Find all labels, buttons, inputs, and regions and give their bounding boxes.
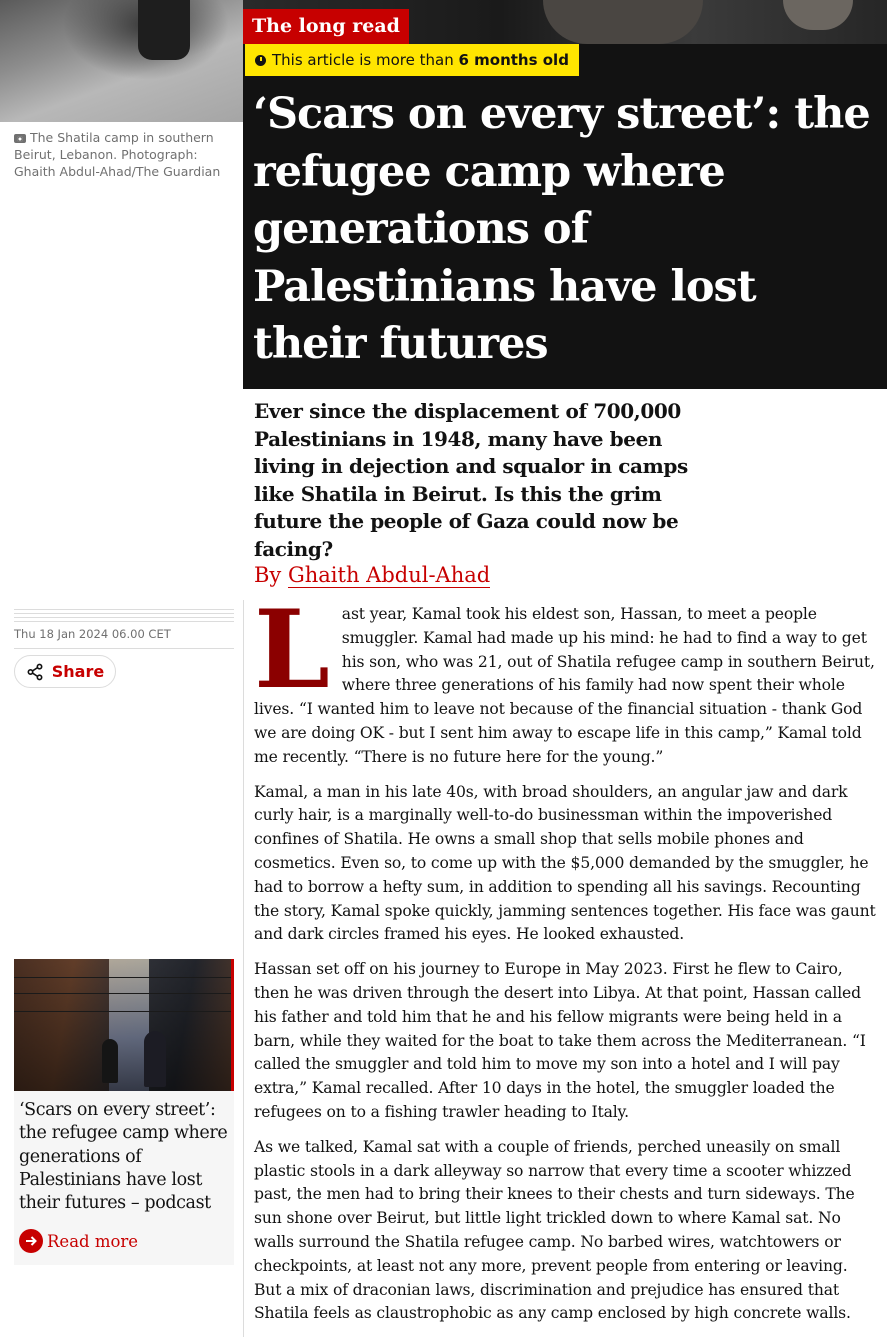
photo-caption: The Shatila camp in southern Beirut, Lebanon. Photograph: Ghaith Abdul-Ahad/The Guardian	[14, 130, 221, 179]
body-paragraph: As we talked, Kamal sat with a couple of friends, perched uneasily on small plastic stools in a dark alleyway so narrow that every time a scooter whizzed past, the men had to bring their knees to their chests and turn sideways. The sun shone over Beirut, but little light trickled down to where Kamal sat. No walls surround the Shatila refugee camp. No barbed wires, watchtowers or checkpoints, at least not any more, prevent people from entering or leaving. But a mix of draconian laws, discrimination and prejudice has ensured that Shatila feels as claustrophobic as any camp enclosed by high concrete walls.	[254, 1137, 855, 1323]
body-paragraph: Hassan set off on his journey to Europe in May 2023. First he flew to Cairo, then he was driven through the desert into Libya. At that point, Hassan called his father and told him that he and his fellow migrants were being held in a barn, while they waited for the boat to take them across the Mediterranean. “I called the smuggler and told him to move my son into a hotel and I will pay extra,” Kamal recalled. After 10 days in the hotel, the smuggler loaded the refugees on to a fishing trawler heading to Italy.	[254, 960, 866, 1121]
byline	[254, 560, 490, 590]
body-paragraph: Kamal, a man in his late 40s, with broad shoulders, an angular jaw and dark curly hair, is a marginally well-to-do businessman within the impoverished confines of Shatila. He owns a small shop that sells mobile phones and cosmetics. Even so, to come up with the $5,000 demanded by the smuggler, he had to borrow a hefty sum, in addition to spending all his savings. Recounting the story, Kamal spoke quickly, jamming sentences together. His face was gaunt and dark circles framed his eyes. He looked exhausted.	[254, 782, 876, 944]
share-label: Share	[51, 662, 105, 681]
share-icon	[26, 663, 44, 681]
byline-prefix: By	[254, 563, 288, 587]
podcast-thumbnail[interactable]	[14, 959, 234, 1091]
read-more-label: Read more	[47, 1231, 139, 1251]
age-badge-highlight: 6 months old	[458, 51, 569, 69]
column-divider	[243, 600, 244, 1337]
hero-photo	[0, 0, 243, 122]
camera-icon	[14, 134, 26, 143]
age-badge-prefix: This article is more than	[272, 51, 459, 69]
article-age-badge	[245, 44, 579, 76]
meta-divider	[14, 609, 234, 610]
arrow-right-icon	[19, 1229, 43, 1253]
standfirst: Ever since the displacement of 700,000 Palestinians in 1948, many have been living in dejection and squalor in camps like Shatila in Beirut. Is this the grim future the people of Gaza could now be facing?	[254, 399, 688, 561]
body-paragraph: Last year, Kamal took his eldest son, Hassan, to meet a people smuggler. Kamal had made up his mind: he had to find a way to get his son, who was 21, out of Shatila refugee camp in southern Beirut, where three generations of his family had now spent their whole lives. “I wanted him to leave not because of the financial situation - thank God we are doing OK - but I sent him away to escape life in this camp,” Kamal told me recently. “There is no future here for the young.”	[254, 587, 875, 766]
meta-divider-bottom	[14, 648, 234, 649]
read-more-link[interactable]	[19, 1229, 138, 1253]
series-kicker[interactable]: The long read	[243, 9, 409, 44]
photo-figure	[138, 0, 190, 60]
article-body	[254, 587, 879, 1337]
drop-cap: L	[254, 587, 330, 713]
author-link[interactable]: Ghaith Abdul-Ahad	[287, 563, 491, 587]
clock-icon	[255, 55, 266, 66]
podcast-card[interactable]	[14, 959, 234, 1265]
page-title: ‘Scars on every street’: the refugee camp where generations of Palestinians have lost their futures	[253, 89, 870, 369]
share-button[interactable]	[14, 655, 116, 688]
publish-date: Thu 18 Jan 2024 06.00 CET	[14, 627, 171, 641]
podcast-title[interactable]: ‘Scars on every street’: the refugee camp where generations of Palestinians have lost their futures – podcast	[19, 1100, 228, 1214]
